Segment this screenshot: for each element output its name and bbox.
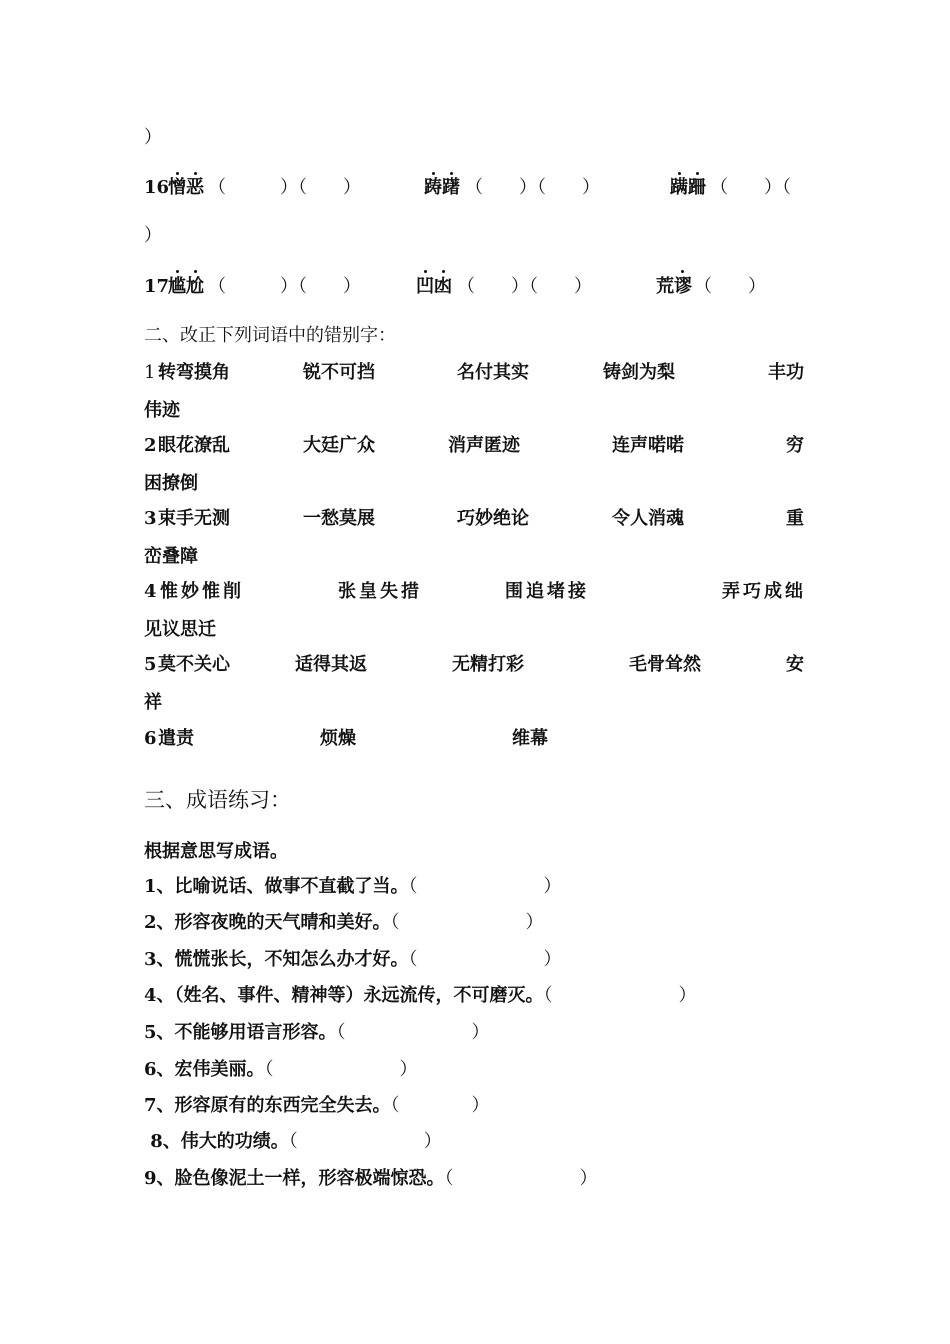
emphasis-dot <box>450 172 453 175</box>
idiom: 锐不可挡 <box>303 362 375 383</box>
idiom: 大廷广众 <box>303 435 375 456</box>
answer-blank[interactable]: （ ） <box>444 1168 598 1189</box>
carry-paren: ） <box>144 127 162 148</box>
question-text: 6、宏伟美丽。 <box>144 1059 265 1080</box>
idiom: 惟妙惟削 <box>160 581 244 602</box>
idiom-continued: 峦叠障 <box>144 546 198 567</box>
word-ganga: 尴尬 <box>168 276 204 297</box>
answer-blank[interactable]: （ ） <box>390 912 544 933</box>
answer-blanks[interactable]: （ ）（ ） <box>208 177 361 198</box>
emphasis-dot <box>176 270 179 273</box>
idiom: 令人消魂 <box>612 508 684 529</box>
row-number: 2 <box>144 435 157 456</box>
question-text: 8、伟大的功绩。 <box>144 1131 289 1152</box>
idiom: 巧妙绝论 <box>457 508 529 529</box>
answer-blanks[interactable]: （ ）（ ） <box>208 276 361 297</box>
idiom: 毛骨耸然 <box>629 654 701 675</box>
row-number: 4 <box>144 581 157 602</box>
emphasis-dot <box>432 172 435 175</box>
idiom-continued: 伟迹 <box>144 400 180 421</box>
emphasis-dot <box>678 172 681 175</box>
question-item <box>144 911 544 935</box>
question-text: 1、比喻说话、做事不直截了当。 <box>144 876 409 897</box>
idiom-continued: 祥 <box>144 692 162 713</box>
idiom: 无精打彩 <box>452 654 524 675</box>
idiom: 丰功 <box>768 362 804 383</box>
answer-blank[interactable]: （ ） <box>408 949 562 970</box>
answer-blank[interactable]: （ ） <box>408 876 562 897</box>
question-item <box>144 984 697 1008</box>
idiom: 眼花潦乱 <box>158 435 230 456</box>
section3-title: 三、成语练习： <box>144 788 291 812</box>
row-number: 6 <box>144 728 157 749</box>
question-item <box>144 1167 598 1191</box>
idiom: 消声匿迹 <box>448 435 520 456</box>
section2-title: 二、改正下列词语中的错别字： <box>144 325 396 346</box>
idiom: 穷 <box>786 435 804 456</box>
idiom: 张皇失措 <box>338 581 422 602</box>
idiom: 重 <box>786 508 804 529</box>
word-zengwu: 憎恶 <box>168 177 204 198</box>
answer-blank[interactable]: （ ） <box>543 985 697 1006</box>
answer-blanks[interactable]: （ ） <box>694 276 766 297</box>
word: 维幕 <box>512 728 548 749</box>
question-item <box>144 948 562 972</box>
question-item <box>144 875 562 899</box>
question-text: 9、脸色像泥土一样，形容极端惊恐。 <box>144 1168 445 1189</box>
answer-blank[interactable]: （ ） <box>336 1022 490 1043</box>
row-number: 3 <box>144 508 157 529</box>
row-number: 5 <box>144 654 157 675</box>
answer-blanks[interactable]: （ ）（ <box>710 177 791 198</box>
question-item <box>144 1130 442 1154</box>
word-chouchu: 踌躇 <box>424 177 460 198</box>
question-text: 4、（姓名、事件、精神等）永远流传，不可磨灭。 <box>144 985 544 1006</box>
question-item <box>144 1021 490 1045</box>
word: 遣责 <box>158 728 194 749</box>
idiom: 束手无测 <box>158 508 230 529</box>
emphasis-dot <box>194 172 197 175</box>
emphasis-dot <box>442 270 445 273</box>
emphasis-dot <box>194 270 197 273</box>
row-number: 16 <box>144 177 170 198</box>
emphasis-dot <box>424 270 427 273</box>
question-text: 5、不能够用语言形容。 <box>144 1022 337 1043</box>
carry-paren: ） <box>144 225 162 246</box>
idiom: 转弯摸角 <box>158 362 230 383</box>
idiom: 围追堵接 <box>505 581 589 602</box>
emphasis-dot <box>681 270 684 273</box>
idiom: 弄巧成绌 <box>722 581 806 602</box>
answer-blanks[interactable]: （ ）（ ） <box>465 177 600 198</box>
word-huangmiu: 荒谬 <box>656 276 692 297</box>
idiom: 安 <box>786 654 804 675</box>
answer-blank[interactable]: （ ） <box>288 1131 442 1152</box>
question-text: 2、形容夜晚的天气晴和美好。 <box>144 912 391 933</box>
question-text: 3、慌慌张长，不知怎么办才好。 <box>144 949 409 970</box>
question-item <box>144 1094 490 1118</box>
emphasis-dot <box>696 172 699 175</box>
idiom: 适得其返 <box>295 654 367 675</box>
emphasis-dot <box>176 172 179 175</box>
row-number: 1 <box>144 362 156 383</box>
row-number: 17 <box>144 276 170 297</box>
question-item <box>144 1058 418 1082</box>
section3-subtitle: 根据意思写成语。 <box>144 841 288 862</box>
idiom: 一愁莫展 <box>303 508 375 529</box>
answer-blank[interactable]: （ ） <box>264 1059 418 1080</box>
idiom: 连声喏喏 <box>612 435 684 456</box>
idiom-continued: 困撩倒 <box>144 473 198 494</box>
answer-blank[interactable]: （ ） <box>390 1095 490 1116</box>
idiom: 莫不关心 <box>158 654 230 675</box>
word-aodang: 凹凼 <box>416 276 452 297</box>
answer-blanks[interactable]: （ ）（ ） <box>457 276 592 297</box>
idiom: 铸剑为梨 <box>603 362 675 383</box>
idiom: 名付其实 <box>457 362 529 383</box>
word-panshan: 蹒跚 <box>670 177 706 198</box>
idiom-continued: 见议思迁 <box>144 619 216 640</box>
question-text: 7、形容原有的东西完全失去。 <box>144 1095 391 1116</box>
word: 烦燥 <box>320 728 356 749</box>
